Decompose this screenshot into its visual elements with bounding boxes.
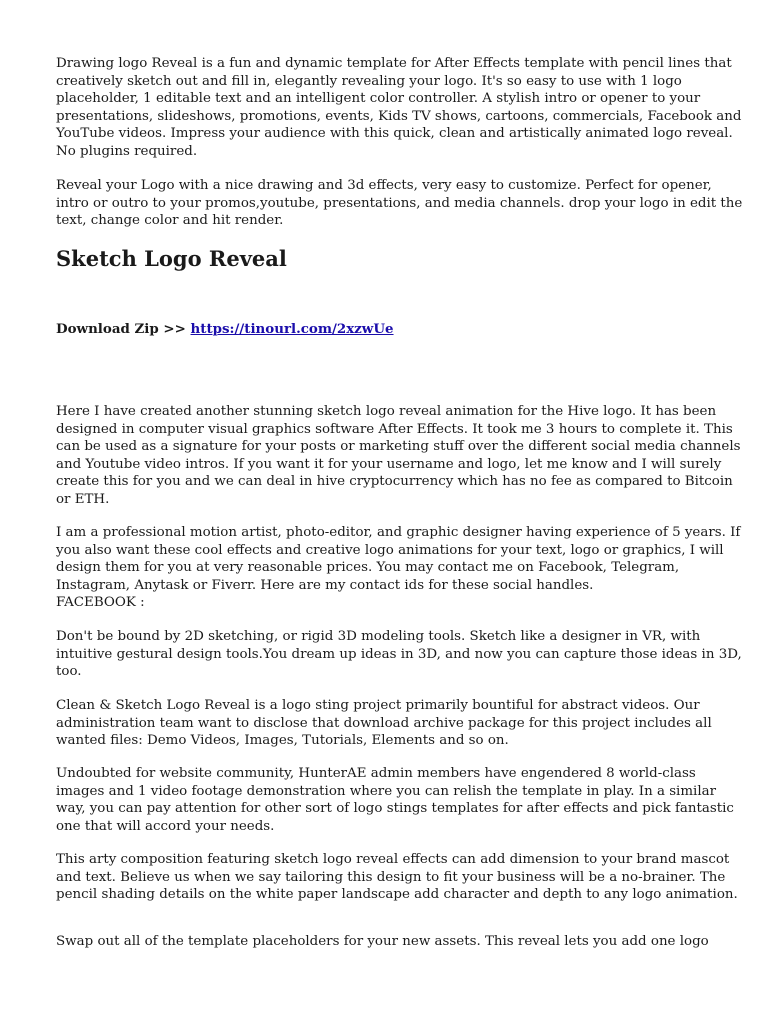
text-line: Swap out all of the template placeholders for your new assets. This reveal lets you add one logo bbox=[56, 934, 709, 949]
body-paragraph-1 bbox=[56, 403, 741, 509]
text-line: Undoubted for website community, HunterAE admin members have engendered 8 world-class bbox=[56, 766, 696, 781]
text-line: you also want these cool effects and creative logo animations for your text, logo or graphics, I will bbox=[56, 542, 724, 558]
intro-paragraph-2 bbox=[56, 177, 743, 230]
text-line: Clean & Sketch Logo Reveal is a logo sting project primarily bountiful for abstract videos. Our bbox=[56, 698, 700, 713]
text-line: intro or outro to your promos,youtube, presentations, and media channels. drop your logo in edit the bbox=[56, 195, 743, 211]
text-line: pencil shading details on the white paper landscape add character and depth to any logo animation. bbox=[56, 887, 738, 903]
text-line: or ETH. bbox=[56, 491, 110, 507]
text-line: text, change color and hit render. bbox=[56, 213, 284, 229]
text-line: administration team want to disclose that download archive package for this project includes all bbox=[56, 715, 712, 731]
text-line: can be used as a signature for your posts or marketing stuff over the different social media channels bbox=[56, 439, 741, 455]
text-line: I am a professional motion artist, photo-editor, and graphic designer having experience of 5 years. If bbox=[56, 525, 741, 540]
text-line: Here I have created another stunning sketch logo reveal animation for the Hive logo. It has been bbox=[56, 404, 717, 419]
body-paragraph-7 bbox=[56, 933, 720, 951]
text-line: images and 1 video footage demonstration where you can relish the template in play. In a similar bbox=[56, 783, 716, 799]
download-label: Download Zip >> bbox=[56, 321, 186, 337]
text-line: creatively sketch out and fill in, elegantly revealing your logo. It's so easy to use with 1 logo bbox=[56, 73, 682, 89]
body-paragraph-4 bbox=[56, 697, 720, 750]
text-line: designed in computer visual graphics software After Effects. It took me 3 hours to complete it. This bbox=[56, 421, 733, 437]
text-line: YouTube videos. Impress your audience with this quick, clean and artistically animated logo reveal. bbox=[56, 126, 733, 142]
text-line: and text. Believe us when we say tailoring this design to fit your business will be a no-brainer. The bbox=[56, 869, 726, 885]
section-heading: Sketch Logo Reveal bbox=[56, 246, 287, 271]
body-paragraph-5 bbox=[56, 765, 734, 835]
text-line: This arty composition featuring sketch logo reveal effects can add dimension to your brand mascot bbox=[56, 852, 730, 867]
intro-paragraph-1 bbox=[56, 55, 742, 161]
text-line: too. bbox=[56, 664, 82, 680]
text-line: design them for you at very reasonable prices. You may contact me on Facebook, Telegram, bbox=[56, 560, 680, 576]
text-line: intuitive gestural design tools.You dream up ideas in 3D, and now you can capture those ideas in 3D, bbox=[56, 646, 742, 662]
text-line: wanted files: Demo Videos, Images, Tutorials, Elements and so on. bbox=[56, 733, 509, 749]
body-paragraph-2 bbox=[56, 524, 741, 612]
text-line: way, you can pay attention for other sort of logo stings templates for after effects and pick fantastic bbox=[56, 801, 734, 817]
text-line: Don't be bound by 2D sketching, or rigid 3D modeling tools. Sketch like a designer in VR, with bbox=[56, 629, 701, 644]
download-line bbox=[56, 320, 394, 338]
body-paragraph-6 bbox=[56, 851, 738, 904]
text-line: one that will accord your needs. bbox=[56, 818, 275, 834]
download-link[interactable]: https://tinourl.com/2xzwUe bbox=[190, 321, 394, 337]
body-paragraph-3 bbox=[56, 628, 742, 681]
text-line: Reveal your Logo with a nice drawing and 3d effects, very easy to customize. Perfect for opener, bbox=[56, 178, 712, 193]
text-line: FACEBOOK : bbox=[56, 595, 145, 611]
text-line: Instagram, Anytask or Fiverr. Here are my contact ids for these social handles. bbox=[56, 577, 594, 593]
text-line: Drawing logo Reveal is a fun and dynamic template for After Effects template with pencil lines that bbox=[56, 56, 732, 71]
text-line: placeholder, 1 editable text and an intelligent color controller. A stylish intro or opener to your bbox=[56, 91, 701, 107]
text-line: presentations, slideshows, promotions, events, Kids TV shows, cartoons, commercials, Facebook and bbox=[56, 108, 742, 124]
text-line: create this for you and we can deal in hive cryptocurrency which has no fee as compared to Bitcoin bbox=[56, 474, 733, 490]
text-line: and Youtube video intros. If you want it for your username and logo, let me know and I will surely bbox=[56, 456, 722, 472]
text-line: No plugins required. bbox=[56, 143, 198, 159]
